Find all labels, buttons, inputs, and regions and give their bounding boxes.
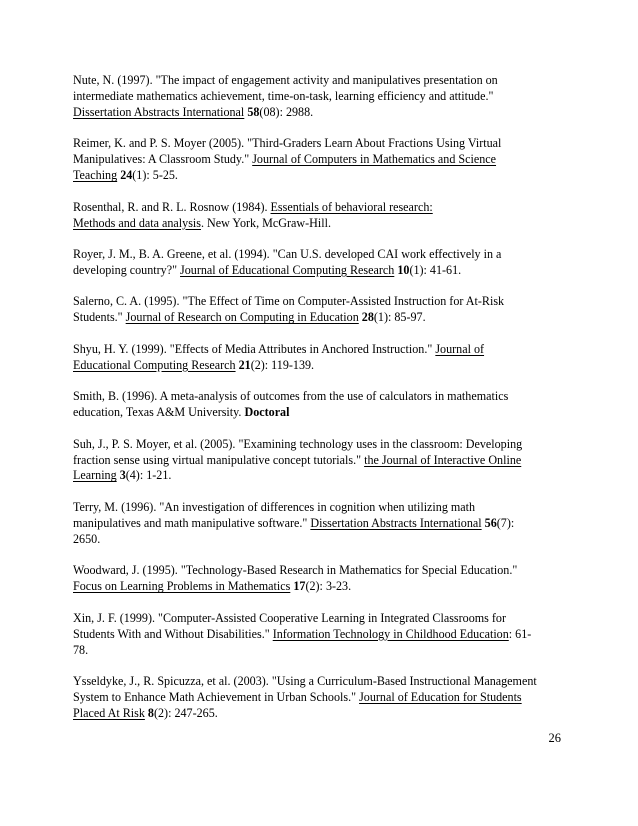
reference-line: [73, 563, 573, 579]
volume-number: 8: [147, 705, 154, 720]
publication-title: the Journal of Interactive Online: [364, 452, 522, 467]
reference-text: education, Texas A&M University.: [73, 405, 245, 420]
volume-number: 58: [247, 104, 260, 119]
reference-line: [73, 437, 573, 453]
reference-text: (2): 247-265.: [153, 705, 218, 720]
reference-text: 78.: [73, 642, 89, 657]
publication-title: Essentials of behavioral research:: [270, 199, 433, 214]
publication-title: Focus on Learning Problems in Mathematics: [73, 579, 291, 594]
reference-line: [73, 263, 573, 279]
reference-line: [73, 73, 573, 89]
reference-text: Shyu, H. Y. (1999). "Effects of Media Attributes in Anchored Instruction.": [73, 341, 436, 356]
reference-text: Students With and Without Disabilities.": [73, 626, 273, 641]
reference-text: (1): 5-25.: [132, 168, 178, 183]
reference-text: Terry, M. (1996). "An investigation of differences in cognition when utilizing math: [73, 499, 476, 514]
volume-number: 10: [397, 262, 410, 277]
reference-text: Students.": [73, 310, 126, 325]
publication-title: Journal of Computers in Mathematics and Science: [252, 152, 497, 167]
volume-number: 56: [484, 515, 497, 530]
reference-line: [73, 706, 573, 722]
reference-line: [73, 200, 573, 216]
reference-line: [73, 500, 573, 516]
reference-text: . New York, McGraw-Hill.: [200, 215, 331, 230]
reference-text: Reimer, K. and P. S. Moyer (2005). "Third-Graders Learn About Fractions Using Virtual: [73, 136, 502, 151]
reference-line: [73, 389, 573, 405]
publication-title: Information Technology in Childhood Education: [272, 626, 509, 641]
volume-number: 17: [293, 579, 306, 594]
reference-text: manipulatives and math manipulative software.": [73, 515, 311, 530]
reference-line: [73, 468, 573, 484]
reference-entry: [73, 247, 573, 279]
publication-title: Teaching: [73, 168, 118, 183]
volume-number: 3: [119, 468, 126, 483]
reference-entry: [73, 437, 573, 485]
reference-line: [73, 358, 573, 374]
publication-title: Journal of: [435, 341, 485, 356]
reference-text: (4): 1-21.: [125, 468, 172, 483]
publication-title: Dissertation Abstracts International: [73, 104, 245, 119]
reference-line: [73, 643, 573, 659]
publication-title: Placed At Risk: [73, 705, 145, 720]
reference-text: (1): 41-61.: [409, 262, 462, 277]
reference-line: [73, 310, 573, 326]
reference-text: Xin, J. F. (1999). "Computer-Assisted Cooperative Learning in Integrated Classrooms for: [73, 610, 506, 625]
reference-text: (7):: [496, 515, 515, 530]
reference-line: [73, 453, 573, 469]
reference-line: [73, 247, 573, 263]
reference-text: Smith, B. (1996). A meta-analysis of outcomes from the use of calculators in mathematics: [73, 389, 509, 404]
volume-number: 24: [120, 168, 133, 183]
reference-text: intermediate mathematics achievement, time-on-task, learning efficiency and attitude.": [73, 88, 494, 103]
reference-line: [73, 405, 573, 421]
reference-line: [73, 294, 573, 310]
reference-line: [73, 168, 573, 184]
reference-line: [73, 611, 573, 627]
reference-line: [73, 105, 573, 121]
publication-title: Journal of Research on Computing in Education: [125, 310, 359, 325]
reference-text: Woodward, J. (1995). "Technology-Based Research in Mathematics for Special Education.": [73, 563, 518, 578]
reference-entry: [73, 294, 573, 326]
reference-text: (2): 119-139.: [250, 357, 315, 372]
reference-text: 2650.: [73, 531, 101, 546]
reference-line: [73, 516, 573, 532]
publication-title: Journal of Education for Students: [359, 689, 522, 704]
reference-text: Suh, J., P. S. Moyer, et al. (2005). "Examining technology uses in the classroom: Developing: [73, 436, 523, 451]
reference-text: Ysseldyke, J., R. Spicuzza, et al. (2003). "Using a Curriculum-Based Instructional Management: [73, 674, 537, 688]
volume-number: Doctoral: [244, 405, 290, 420]
reference-text: (08): 2988.: [259, 104, 314, 119]
reference-entry: [73, 563, 573, 595]
volume-number: 28: [361, 310, 374, 325]
publication-title: Journal of Educational Computing Research: [180, 262, 395, 277]
reference-text: Manipulatives: A Classroom Study.": [73, 152, 253, 167]
reference-entry: [73, 342, 573, 374]
reference-entry: [73, 389, 573, 421]
reference-text: (1): 85-97.: [373, 310, 426, 325]
reference-line: [73, 579, 573, 595]
reference-line: [73, 216, 573, 232]
reference-text: developing country?": [73, 262, 181, 277]
reference-text: (2): 3-23.: [305, 579, 352, 594]
reference-list: [73, 73, 573, 737]
reference-line: [73, 89, 573, 105]
reference-entry: [73, 136, 573, 184]
reference-line: [73, 690, 573, 706]
reference-text: System to Enhance Math Achievement in Urban Schools.": [73, 689, 360, 704]
reference-text: Nute, N. (1997). "The impact of engagement activity and manipulatives presentation on: [73, 73, 498, 87]
reference-entry: [73, 611, 573, 659]
reference-line: [73, 152, 573, 168]
publication-title: Learning: [73, 468, 117, 483]
publication-title: Educational Computing Research: [73, 357, 236, 372]
reference-text: Royer, J. M., B. A. Greene, et al. (1994). "Can U.S. developed CAI work effectively in a: [73, 247, 502, 262]
reference-line: [73, 342, 573, 358]
reference-entry: [73, 200, 573, 232]
reference-line: [73, 674, 573, 690]
reference-entry: [73, 73, 573, 121]
reference-line: [73, 532, 573, 548]
reference-line: [73, 627, 573, 643]
reference-line: [73, 136, 573, 152]
reference-entry: [73, 674, 573, 722]
publication-title: Methods and data analysis: [73, 215, 201, 230]
publication-title: Dissertation Abstracts International: [310, 515, 482, 530]
reference-text: Rosenthal, R. and R. L. Rosnow (1984).: [73, 199, 271, 214]
reference-text: : 61-: [508, 626, 532, 641]
page-number: 26: [548, 731, 561, 745]
reference-text: Salerno, C. A. (1995). "The Effect of Time on Computer-Assisted Instruction for At-Risk: [73, 294, 505, 309]
reference-text: fraction sense using virtual manipulative concept tutorials.": [73, 452, 365, 467]
volume-number: 21: [238, 357, 251, 372]
reference-entry: [73, 500, 573, 548]
